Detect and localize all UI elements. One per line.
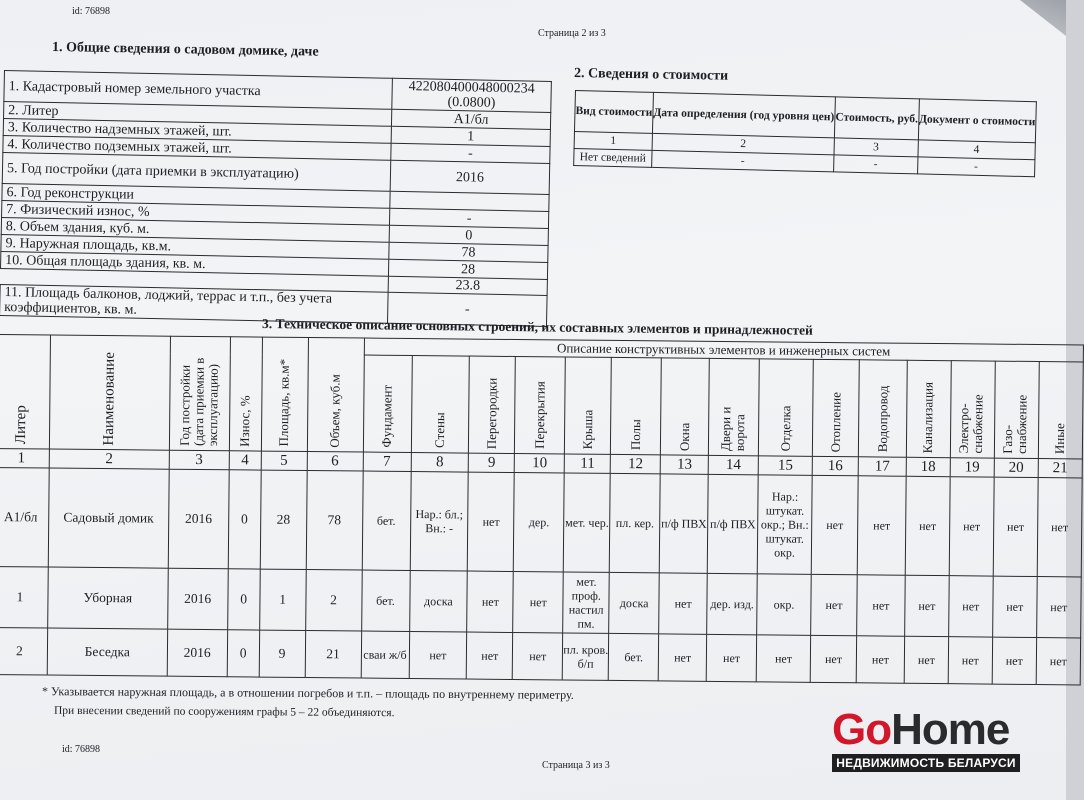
column-header: Водопровод xyxy=(858,360,907,457)
column-number: 19 xyxy=(950,458,994,477)
column-number: 11 xyxy=(565,454,611,473)
column-number: 1 xyxy=(0,448,49,468)
footnote-merge: При внесении сведений по сооружениям графы 5 – 22 объединяются. xyxy=(53,704,395,720)
table-cell: бет. xyxy=(608,633,658,680)
table-cell: нет xyxy=(993,477,1038,576)
row-label: 3. Количество надземных этажей, шт. xyxy=(3,119,391,144)
column-header: Стены xyxy=(411,356,470,454)
column-header: Отопление xyxy=(812,359,859,456)
table-cell: 21 xyxy=(305,631,361,679)
table-cell: нет xyxy=(949,576,994,637)
table-cell: нет xyxy=(810,635,856,682)
table-cell: 2 xyxy=(305,570,362,632)
table-cell: 2 xyxy=(0,627,48,675)
table-cell: нет xyxy=(811,574,858,635)
table-cell: бет. xyxy=(362,471,411,570)
row-label: 9. Наружная площадь, кв.м. xyxy=(1,234,389,259)
table-cell: 9 xyxy=(259,630,305,677)
column-number: 13 xyxy=(660,455,708,474)
row-label: 11. Площадь балконов, лоджий, террас и т.п., без учета коэффициентов, кв. м. xyxy=(0,284,388,323)
table-cell: нет xyxy=(1036,638,1081,685)
column-number: 4 xyxy=(229,451,261,470)
table-cell: нет xyxy=(993,576,1038,637)
row-label: 8. Объем здания, куб. м. xyxy=(1,217,389,242)
table-cell: п/ф ПВХ xyxy=(659,474,708,573)
column-number: 2 xyxy=(49,449,169,469)
table-cell: п/ф ПВХ xyxy=(707,474,758,573)
section3-title: 3. Техническое описание основных строений, их составных элементов и принадлежностей xyxy=(261,316,813,338)
column-header: Окна xyxy=(661,358,710,455)
column-header: Износ, % xyxy=(229,337,262,451)
column-header: Вид стоимости xyxy=(574,91,653,134)
table-cell: нет xyxy=(905,575,950,636)
column-number: 20 xyxy=(994,458,1038,477)
table-cell: нет xyxy=(756,635,810,683)
table-cell: пл. кер. xyxy=(610,473,661,572)
column-number: 4 xyxy=(918,140,1036,160)
column-header: Документ о стоимости xyxy=(918,99,1036,143)
column-number: 6 xyxy=(307,452,363,472)
table-cell: нет xyxy=(1037,478,1082,577)
column-number: 14 xyxy=(708,455,758,474)
table-cell: А1/бл xyxy=(0,467,49,567)
general-info-table xyxy=(0,70,552,327)
column-number: 5 xyxy=(261,451,307,470)
table-cell: нет xyxy=(904,636,948,683)
column-header: Полы xyxy=(611,357,662,454)
column-number: 1 xyxy=(574,131,652,150)
table-cell: сваи ж/б xyxy=(361,631,409,678)
row-value: 2016 xyxy=(390,160,550,194)
row-value: - xyxy=(391,143,550,163)
column-header: Наименование xyxy=(49,335,170,450)
column-header: Канализация xyxy=(906,360,951,457)
column-number: 17 xyxy=(858,457,906,476)
column-header: Электро-снабжение xyxy=(950,361,995,458)
column-number: 2 xyxy=(652,133,835,154)
table-cell: нет xyxy=(659,573,708,634)
column-header: Крыша xyxy=(565,357,612,454)
row-label: 1. Кадастровый номер земельного участка xyxy=(4,71,393,110)
table-cell: 78 xyxy=(306,471,363,571)
column-header: Газо-снабжение xyxy=(994,361,1039,458)
document-id-bottom: id: 76898 xyxy=(62,744,101,755)
page-number-bottom: Страница 3 из 3 xyxy=(542,760,610,771)
table-cell: 2016 xyxy=(167,568,228,630)
column-number: 16 xyxy=(812,456,858,475)
table-cell: Садовый домик xyxy=(48,468,169,568)
table-cell: окр. xyxy=(757,574,812,636)
table-cell: 28 xyxy=(260,470,307,569)
column-header: Дата определения (год уровня цен) xyxy=(652,92,835,137)
table-cell: 0 xyxy=(228,470,261,569)
table-cell: Уборная xyxy=(48,567,168,629)
column-header: Объем, куб.м xyxy=(307,338,364,453)
column-number: 21 xyxy=(1038,459,1082,478)
table-cell: - xyxy=(834,155,918,174)
table-cell: нет xyxy=(948,637,992,684)
table-cell: доска xyxy=(609,572,660,633)
cost-table xyxy=(573,90,1037,177)
table-cell: - xyxy=(651,150,834,171)
row-value: 78 xyxy=(389,242,548,262)
table-cell: нет xyxy=(1036,577,1081,638)
column-number: 3 xyxy=(169,450,229,470)
column-number: 18 xyxy=(906,457,950,476)
row-value: А1/бл xyxy=(391,109,550,129)
technical-description-table xyxy=(0,334,1084,685)
logo-tagline: НЕДВИЖИМОСТЬ БЕЛАРУСИ xyxy=(832,754,1020,772)
group-header: Описание конструктивных элементов и инженерных систем xyxy=(364,338,1084,362)
table-cell: пл. кров. б/п xyxy=(563,633,609,680)
row-value: - xyxy=(387,292,547,326)
table-cell: бет. xyxy=(361,570,410,631)
table-cell: 1 xyxy=(0,566,48,628)
table-cell: Беседка xyxy=(47,628,167,676)
row-label: 7. Физический износ, % xyxy=(2,200,390,225)
table-cell: - xyxy=(917,157,1035,177)
row-value: 28 xyxy=(388,259,547,279)
column-number: 7 xyxy=(363,452,411,471)
row-value: 0 xyxy=(389,225,548,245)
table-cell: нет xyxy=(467,632,513,679)
row-label: 5. Год постройки (дата приемки в эксплуатацию) xyxy=(2,152,391,191)
table-cell: дер. изд. xyxy=(707,573,758,634)
column-header: Площадь, кв.м* xyxy=(261,337,308,451)
table-cell: нет xyxy=(856,636,904,683)
table-cell: нет xyxy=(857,575,906,636)
row-label: 4. Количество подземных этажей, шт. xyxy=(3,135,391,160)
column-header: Иные xyxy=(1038,362,1083,459)
row-value: 1 xyxy=(391,126,550,146)
table-cell: нет xyxy=(467,571,514,632)
section2-title: 2. Сведения о стоимости xyxy=(573,66,729,84)
table-cell: 0 xyxy=(227,630,259,677)
table-cell: нет xyxy=(857,476,906,575)
row-label: 6. Год реконструкции xyxy=(2,183,390,208)
table-cell: Нет сведений xyxy=(574,148,652,167)
table-cell: доска xyxy=(409,571,468,633)
column-header: Литер xyxy=(0,335,50,450)
table-cell: 1 xyxy=(259,569,306,630)
row-label: 10. Общая площадь здания, кв. м. xyxy=(1,251,389,276)
column-number: 12 xyxy=(610,454,660,473)
table-cell: 2016 xyxy=(168,469,229,569)
column-number: 8 xyxy=(411,453,469,473)
table-cell: нет xyxy=(949,477,994,576)
row-value-extra: 23.8 xyxy=(388,276,547,295)
table-row xyxy=(0,467,1082,576)
table-cell: мет. проф. настил пм. xyxy=(563,572,610,633)
table-cell: мет. чер. xyxy=(564,473,611,572)
column-header: Отделка xyxy=(759,359,814,457)
table-cell: дер. xyxy=(514,473,565,572)
table-cell: нет xyxy=(811,475,858,574)
document-id-top: id: 76898 xyxy=(72,6,111,17)
column-header: Перегородки xyxy=(469,356,516,453)
table-cell: нет xyxy=(658,634,706,681)
table-cell: нет xyxy=(468,472,515,571)
table-cell: 2016 xyxy=(167,629,227,677)
column-header: Год постройки (дата приемки в эксплуатацию) xyxy=(169,336,230,451)
table-cell: нет xyxy=(992,637,1036,684)
table-cell: нет xyxy=(706,634,756,681)
row-value: 422080400048000234 (0.0800) xyxy=(392,78,552,112)
table-row xyxy=(0,627,1081,684)
column-number: 10 xyxy=(515,454,565,473)
column-number: 9 xyxy=(469,453,515,472)
row-value: - xyxy=(389,208,548,228)
table-cell: 0 xyxy=(227,569,260,630)
column-header: Перекрытия xyxy=(515,357,566,454)
footnote-area: * Указывается наружная площадь, а в отношении погребов и т.п. – площадь по внутреннему периметру. xyxy=(41,684,574,702)
table-cell: нет xyxy=(409,631,467,679)
table-cell: нет xyxy=(513,571,564,632)
table-cell: Нар.: бл.; Вн.: - xyxy=(410,472,469,572)
column-header: Фундамент xyxy=(363,355,412,452)
table-row xyxy=(0,566,1081,637)
table-cell: нет xyxy=(905,476,950,575)
table-cell: нет xyxy=(513,632,563,679)
column-number: 15 xyxy=(758,456,812,476)
column-header: Стоимость, руб. xyxy=(834,97,919,140)
page-number-top: Страница 2 из 3 xyxy=(538,28,606,39)
table-cell: Нар.: штукат. окр.; Вн.: штукат. окр. xyxy=(757,475,812,575)
logo-wordmark: GoHome xyxy=(832,705,1010,754)
gohome-watermark-logo xyxy=(832,705,1020,774)
column-header: Двери и ворота xyxy=(709,358,760,455)
section1-title: 1. Общие сведения о садовом домике, даче xyxy=(51,40,319,60)
column-number: 3 xyxy=(834,138,918,157)
row-label: 2. Литер xyxy=(4,102,392,127)
